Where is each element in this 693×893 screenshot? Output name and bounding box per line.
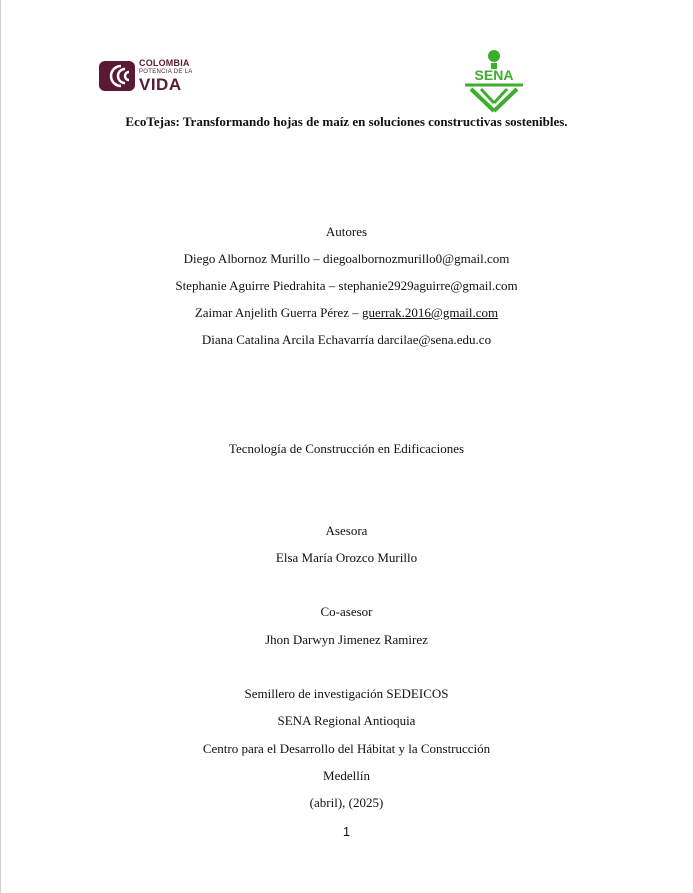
advisor-name: Elsa María Orozco Murillo (275, 550, 418, 565)
colombia-arcs-icon (99, 58, 135, 94)
document-title: EcoTejas: Transformando hojas de maíz en soluciones constructivas sostenibles. (125, 114, 568, 129)
page-number: 1 (342, 824, 351, 839)
institution-city: Medellín (323, 768, 370, 783)
advisor-heading: Asesora (325, 523, 368, 538)
author-line-4: Diana Catalina Arcila Echavarría darcilae@sena.edu.co (201, 332, 492, 347)
svg-text:SENA: SENA (474, 67, 514, 83)
institution-line-2: SENA Regional Antioquia (277, 713, 416, 728)
author-line-3 (0, 305, 693, 321)
logo-colombia-text: COLOMBIA (139, 58, 190, 68)
logo-potencia-text: POTENCIA DE LA (139, 69, 193, 75)
sena-logo (459, 49, 529, 115)
colombia-potencia-de-la-vida-logo (99, 56, 209, 96)
author-3-email-link[interactable]: guerrak.2016@gmail.com (361, 305, 499, 320)
institution-line-3: Centro para el Desarrollo del Hábitat y la Construcción (202, 741, 491, 756)
institution-line-1: Semillero de investigación SEDEICOS (244, 686, 449, 701)
program-name: Tecnología de Construcción en Edificaciones (228, 441, 465, 456)
document-date: (abril), (2025) (309, 795, 384, 810)
coadvisor-name: Jhon Darwyn Jimenez Ramirez (265, 632, 428, 647)
author-line-2: Stephanie Aguirre Piedrahita – stephanie2929aguirre@gmail.com (175, 278, 518, 293)
coadvisor-heading: Co-asesor (320, 604, 373, 619)
logo-vida-text: VIDA (139, 75, 182, 94)
author-3-name: Zaimar Anjelith Guerra Pérez – (194, 305, 362, 320)
authors-heading: Autores (325, 224, 368, 239)
author-line-1: Diego Albornoz Murillo – diegoalbornozmurillo0@gmail.com (183, 251, 510, 266)
